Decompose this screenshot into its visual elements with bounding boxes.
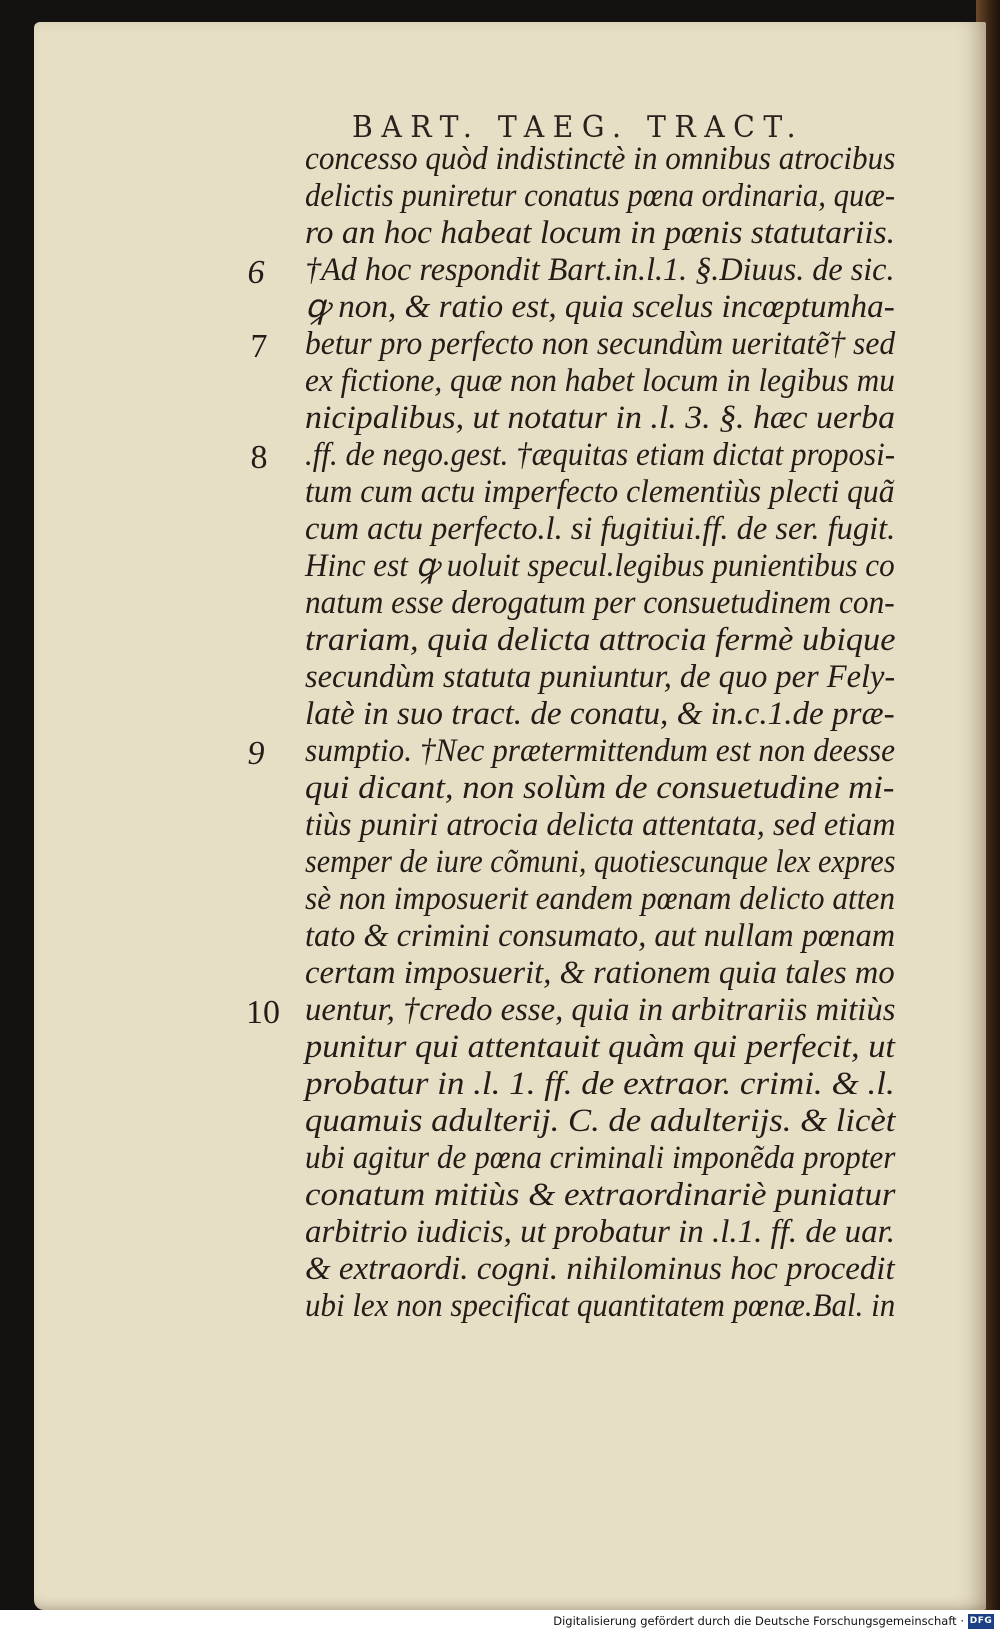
- text-line: tiùs puniri atrocia delicta attentata, sed etiam: [305, 807, 896, 843]
- text-line: arbitrio iudicis, ut probatur in .l.1. ff. de uar.: [305, 1214, 896, 1250]
- text-line: certam imposuerit, & rationem quia tales mo: [305, 955, 895, 991]
- text-line: sè non imposuerit eandem pœnam delicto atten: [305, 881, 895, 917]
- text-line: semper de iure cõmuni, quotiescunque lex expres: [305, 844, 896, 880]
- margin-number: 8: [250, 439, 268, 476]
- text-line: ubi agitur de pœna criminali imponẽda propter: [305, 1140, 896, 1176]
- text-line: uentur, †credo esse, quia in arbitrariis mitiùs: [305, 992, 896, 1028]
- margin-number: 9: [247, 735, 265, 772]
- text-line: ex fictione, quæ non habet locum in legibus mu: [305, 363, 895, 399]
- margin-number: 7: [250, 328, 268, 365]
- text-line: natum esse derogatum per consuetudinem con-: [305, 585, 895, 621]
- text-line: cum actu perfecto.l. si fugitiui.ff. de ser. fugit.: [305, 511, 896, 547]
- text-line: punitur qui attentauit quàm qui perfecit, ut: [305, 1029, 895, 1065]
- text-line: ubi lex non specificat quantitatem pœnæ.Bal. in: [305, 1288, 896, 1324]
- text-line: tato & crimini consumato, aut nullam pœnam: [305, 918, 896, 954]
- text-line: sumptio. †Nec prætermittendum est non deesse: [305, 733, 896, 769]
- text-line: ro an hoc habeat locum in pœnis statutariis.: [305, 215, 895, 251]
- text-line: & extraordi. cogni. nihilominus hoc procedit: [305, 1251, 895, 1287]
- dfg-logo: DFG: [968, 1614, 994, 1629]
- text-line: trariam, quia delicta attrocia fermè ubique: [305, 622, 896, 658]
- text-line: .ff. de nego.gest. †æquitas etiam dictat proposi-: [305, 437, 896, 473]
- text-line: tum cum actu imperfecto clementiùs plecti quã: [305, 474, 895, 510]
- text-line: secundùm statuta puniuntur, de quo per Fely-: [305, 659, 896, 695]
- text-line: delictis puniretur conatus pœna ordinaria, quæ-: [305, 178, 896, 214]
- text-line: nicipalibus, ut notatur in .l. 3. §. hæc uerba: [305, 400, 896, 436]
- text-line: qui dicant, non solùm de consuetudine mi-: [305, 770, 895, 806]
- running-head: BART. TAEG. TRACT.: [352, 110, 805, 145]
- text-line: betur pro perfecto non secundùm ueritatẽ† sed: [305, 326, 896, 362]
- text-line: quamuis adulterij. C. de adulterijs. & licèt: [305, 1103, 896, 1139]
- text-line: Hinc est ꝙ uoluit specul.legibus punientibus co: [305, 548, 895, 584]
- text-line: ꝙ non, & ratio est, quia scelus incœptumha-: [305, 289, 895, 325]
- text-line: concesso quòd indistinctè in omnibus atrocibus: [305, 141, 896, 177]
- text-line: latè in suo tract. de conatu, & in.c.1.de præ-: [305, 696, 895, 732]
- footer-bar: [0, 1610, 1000, 1634]
- text-line: conatum mitiùs & extraordinariè puniatur: [305, 1177, 896, 1213]
- margin-number: 6: [247, 254, 265, 291]
- text-line: probatur in .l. 1. ff. de extraor. crimi. & .l.: [305, 1066, 895, 1102]
- margin-number: 10: [246, 994, 280, 1031]
- text-line: †Ad hoc respondit Bart.in.l.1. §.Diuus. de sic.: [305, 252, 895, 288]
- footer-credit: Digitalisierung gefördert durch die Deutsche Forschungsgemeinschaft ·: [553, 1614, 964, 1628]
